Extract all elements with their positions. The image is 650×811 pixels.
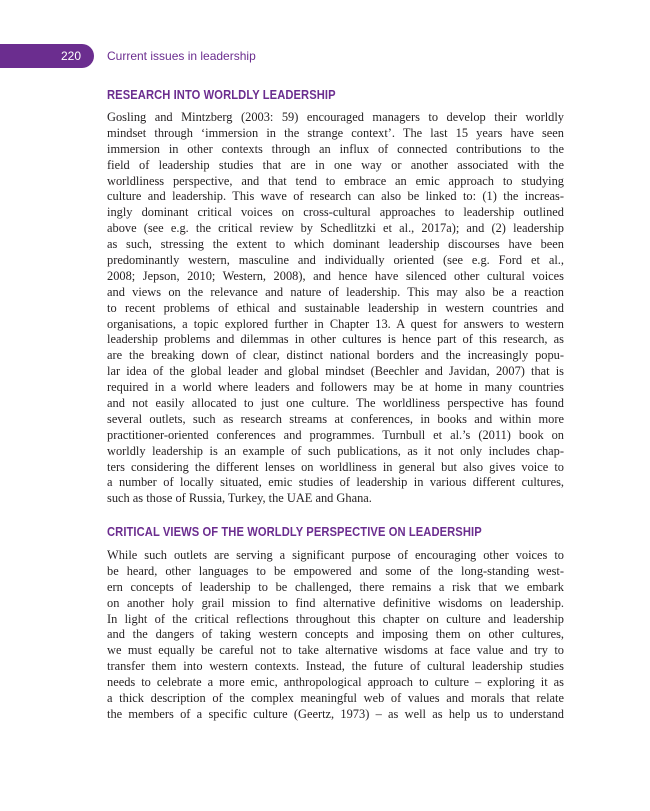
text-line: In light of the critical reflections throughout this chapter on culture and leadership (107, 611, 564, 626)
text-line: a number of locally situated, emic studies of leadership in various different cultures, (107, 475, 564, 490)
text-line: a thick description of the complex meaningful web of values and morals that relate (107, 691, 564, 706)
paragraph-critical-views (107, 548, 564, 723)
text-line: Gosling and Mintzberg (2003: 59) encouraged managers to develop their worldly (107, 110, 564, 124)
paragraph-worldly-leadership (107, 110, 564, 507)
text-line: and the dangers of taking western concepts and imposing them on other cultures, (107, 627, 564, 642)
page-number: 220 (60, 49, 81, 63)
text-line: be heard, other languages to be empowered and some of the long-standing west- (107, 563, 564, 578)
text-line: lar idea of the global leader and global mindset (Beechler and Javidan, 2007) that is (107, 364, 564, 379)
text-line: predominantly western, masculine and individually oriented (see e.g. Ford et al., (107, 253, 564, 268)
text-line: leadership problems and dilemmas in other cultures is hence part of this research, as (107, 332, 564, 347)
text-line: practitioner-oriented conferences and programmes. Turnbull et al.’s (2011) book on (107, 427, 564, 442)
text-line: we must equally be careful not to take alternative wisdoms at face value and try to (107, 643, 564, 658)
page-number-tab (0, 44, 94, 68)
text-line: several outlets, such as research streams at conferences, in books and within more (107, 411, 564, 426)
text-line: and views on the relevance and nature of leadership. This may also be a reaction (107, 284, 564, 299)
section-heading-critical-views: CRITICAL VIEWS OF THE WORLDLY PERSPECTIVE ON LEADERSHIP (107, 524, 482, 539)
text-line: ters considering the different lenses on worldliness in general but also gives voice to (107, 459, 564, 474)
text-line: the members of a specific culture (Geertz, 1973) – as well as help us to understand (107, 706, 564, 721)
text-line: transfer them into western contexts. Instead, the future of cultural leadership studies (107, 659, 564, 674)
text-line: culture and leadership. This wave of research can also be linked to: (1) the increas- (107, 189, 564, 204)
text-line: field of leadership studies that are in one way or another associated with the (107, 157, 564, 172)
text-line: immersion in other contexts through an influx of connected contributions to the (107, 141, 564, 156)
text-line: ingly dominant critical voices on cross-cultural approaches to leadership outlined (107, 205, 564, 220)
text-line: ern concepts of leadership to be challenged, there remains a risk that we embark (107, 579, 564, 594)
text-line: above (see e.g. the critical review by Schedlitzki et al., 2017a); and (2) leadership (107, 221, 564, 236)
text-line: such as those of Russia, Turkey, the UAE and Ghana. (107, 491, 372, 506)
running-head: Current issues in leadership (107, 49, 256, 63)
text-line: organisations, a topic explored further in Chapter 13. A quest for answers to western (107, 316, 564, 331)
text-line: and not easily allocated to just one culture. The worldliness perspective has found (107, 396, 564, 411)
text-line: needs to celebrate a more emic, anthropological approach to culture – exploring it as (107, 675, 564, 690)
text-line: worldliness perspective, and that tend to embrace an emic approach to studying (107, 173, 564, 188)
text-line: as such, stressing the extent to which dominant leadership discourses have been (107, 237, 564, 252)
section-heading-worldly-leadership: RESEARCH INTO WORLDLY LEADERSHIP (107, 87, 336, 102)
text-line: required in a world where leaders and followers may be at home in many countries (107, 380, 564, 395)
text-line: While such outlets are serving a significant purpose of encouraging other voices to (107, 548, 564, 562)
text-line: are the breaking down of clear, distinct national borders and the increasingly popu- (107, 348, 564, 363)
text-line: mindset through ‘immersion in the strange context’. The last 15 years have seen (107, 125, 564, 140)
text-line: on another holy grail mission to find alternative definitive wisdoms on leadership. (107, 595, 564, 610)
text-line: to recent problems of ethical and sustainable leadership in western countries and (107, 300, 564, 315)
text-line: worldly leadership is an example of such publications, as it not only includes chap- (107, 443, 564, 458)
text-line: 2008; Jepson, 2010; Western, 2008), and hence have silenced other cultural voices (107, 268, 564, 283)
